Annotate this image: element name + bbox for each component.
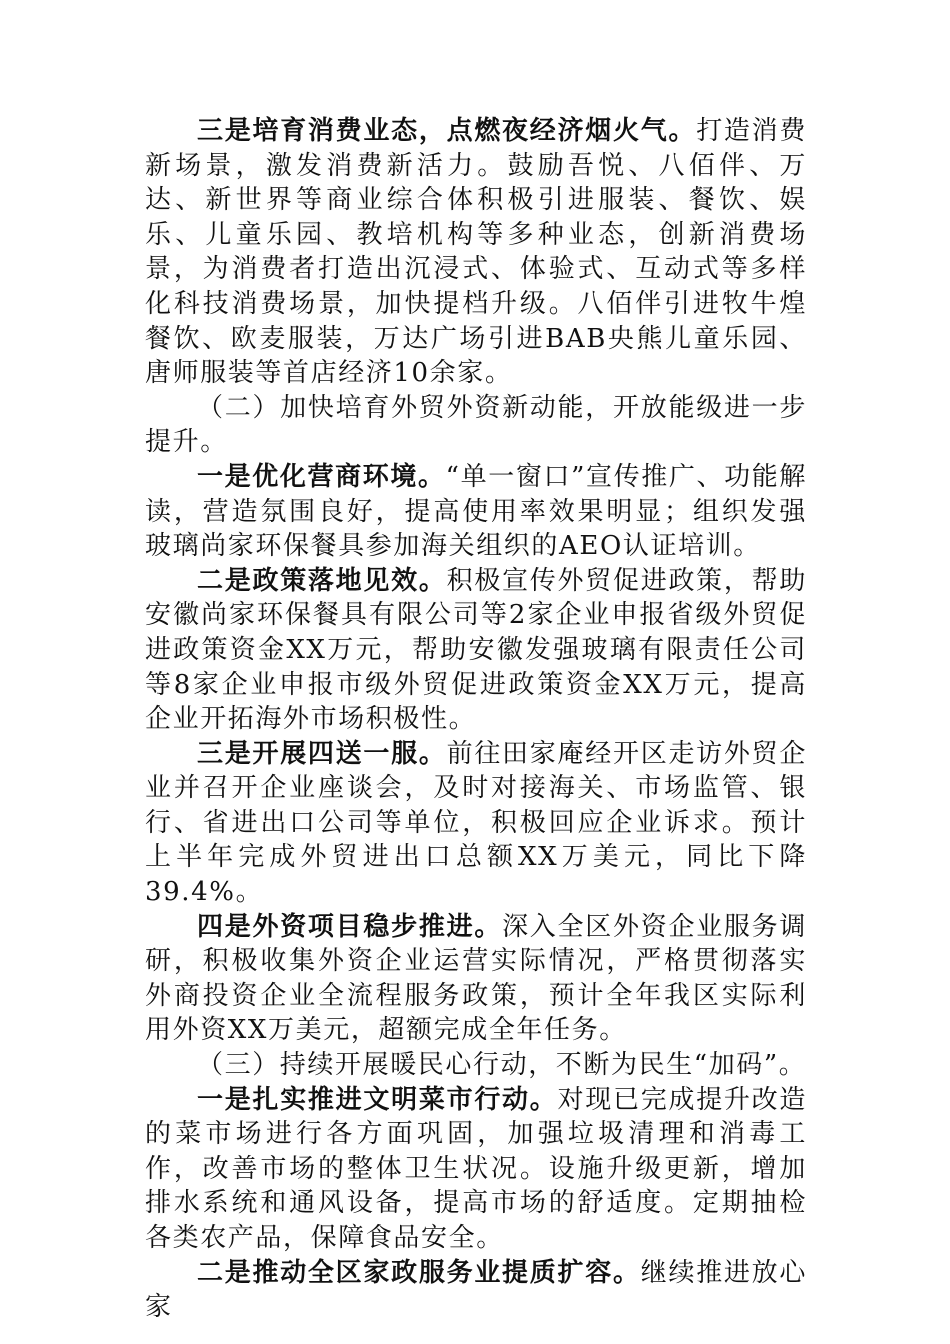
paragraph-housekeeping xyxy=(145,1256,807,1325)
paragraph-heading: 一是扎实推进文明菜市行动。 xyxy=(197,1084,558,1115)
paragraph-heading: 三是开展四送一服。 xyxy=(197,738,447,769)
paragraph-heading: 一是优化营商环境。 xyxy=(197,461,446,492)
section-heading-livelihood xyxy=(145,1048,807,1083)
paragraph-text: 深入全区外资企业服务调研，积极收集外资企业运营实际情况，严格贯彻落实外商投资企业全流程服务政策，预计全年我区实际利用外资XX万美元，超额完成全年任务。 xyxy=(145,911,807,1046)
paragraph-heading: 三是培育消费业态，点燃夜经济烟火气。 xyxy=(197,116,697,146)
paragraph-text: 打造消费新场景，激发消费新活力。鼓励吾悦、八佰伴、万达、新世界等商业综合体积极引进服装、餐饮、娱乐、儿童乐园、教培机构等多种业态，创新消费场景，为消费者打造出沉浸式、体验式、互动式等多样化科技消费场景，加快提档升级。八佰伴引进牧牛煌餐饮、欧麦服装，万达广场引进BAB央熊儿童乐园、唐师服装等首店经济10余家。 xyxy=(145,116,807,389)
paragraph-text: “单一窗口”宣传推广、功能解读，营造氛围良好，提高使用率效果明显；组织发强玻璃尚家环保餐具参加海关组织的AEO认证培训。 xyxy=(145,461,808,562)
paragraph-heading: 四是外资项目稳步推进。 xyxy=(197,911,503,942)
document-body xyxy=(145,114,807,1325)
paragraph-vegetable-market xyxy=(145,1083,807,1256)
paragraph-consumption xyxy=(145,114,807,391)
paragraph-four-services xyxy=(145,737,807,910)
paragraph-foreign-investment xyxy=(145,910,807,1048)
paragraph-text: 积极宣传外贸促进政策，帮助安徽尚家环保餐具有限公司等2家企业申报省级外贸促进政策资金XX万元，帮助安徽发强玻璃有限责任公司等8家企业申报市级外贸促进政策资金XX万元，提高企业开拓海外市场积极性。 xyxy=(145,565,807,735)
paragraph-policy xyxy=(145,564,807,737)
paragraph-text: 继续推进放心家 xyxy=(145,1257,807,1323)
paragraph-text: 对现已完成提升改造的菜市场进行各方面巩固，加强垃圾清理和消毒工作，改善市场的整体卫生状况。设施升级更新，增加排水系统和通风设备，提高市场的舒适度。定期抽检各类农产品，保障食品安全。 xyxy=(145,1084,807,1253)
section-heading-text: （二）加快培育外贸外资新动能，开放能级进一步提升。 xyxy=(145,392,807,458)
paragraph-heading: 二是政策落地见效。 xyxy=(197,565,447,596)
paragraph-text: 前往田家庵经开区走访外贸企业并召开企业座谈会，及时对接海关、市场监管、银行、省进出口公司等单位，积极回应企业诉求。预计上半年完成外贸进出口总额XX万美元，同比下降39.4%。 xyxy=(145,738,807,908)
paragraph-heading: 二是推动全区家政服务业提质扩容。 xyxy=(197,1257,641,1288)
section-heading-foreign-trade xyxy=(145,391,807,460)
section-heading-text: （三）持续开展暖民心行动，不断为民生“加码”。 xyxy=(197,1050,807,1081)
paragraph-business-environment xyxy=(145,460,807,564)
